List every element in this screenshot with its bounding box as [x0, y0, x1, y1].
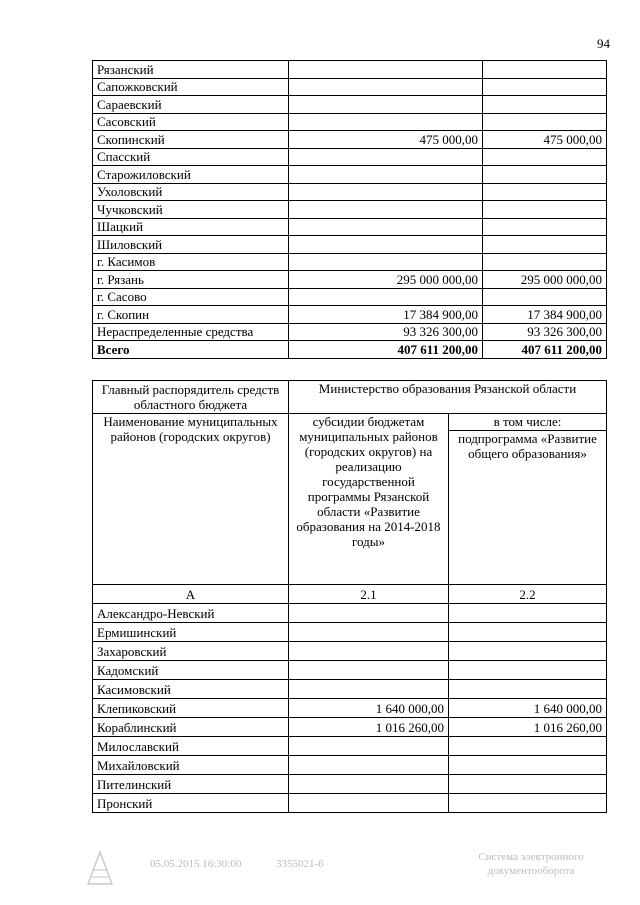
amount-cell: 407 611 200,00 [483, 341, 607, 359]
district-name: Нераспределенные средства [93, 323, 289, 341]
district-name: Пителинский [93, 775, 289, 794]
table-row [93, 218, 607, 236]
district-name: г. Рязань [93, 271, 289, 289]
table2-index-row [93, 585, 607, 604]
district-name: Ермишинский [93, 623, 289, 642]
table-row [93, 306, 607, 324]
subprogram-amount: 1 016 260,00 [449, 718, 607, 737]
amount-cell [289, 148, 483, 166]
table-row [93, 236, 607, 254]
main-distributor-value: Министерство образования Рязанской области [289, 381, 607, 414]
district-name: Сапожковский [93, 78, 289, 96]
amount-cell: 475 000,00 [483, 131, 607, 149]
amount-cell [289, 78, 483, 96]
stamp-icon [86, 850, 114, 886]
district-name: Михайловский [93, 756, 289, 775]
district-name: Милославский [93, 737, 289, 756]
education-subsidy-table [92, 380, 607, 813]
table-row [93, 166, 607, 184]
table-row [93, 699, 607, 718]
subsidy-amount: 1 016 260,00 [289, 718, 449, 737]
column-name-header: Наименование муниципальных районов (городских округов) [93, 414, 289, 585]
district-name: Старожиловский [93, 166, 289, 184]
column-subprogram-header-cell [449, 414, 607, 585]
subprogram-amount [449, 661, 607, 680]
amount-cell [289, 253, 483, 271]
district-name: Касимовский [93, 680, 289, 699]
district-name: Скопинский [93, 131, 289, 149]
subsidy-amount [289, 642, 449, 661]
index-a: А [93, 585, 289, 604]
table-row [93, 78, 607, 96]
column-subprogram-header: подпрограмма «Развитие общего образования» [458, 431, 597, 461]
budget-table-continued [92, 60, 607, 359]
district-name: г. Скопин [93, 306, 289, 324]
amount-cell [289, 166, 483, 184]
subsidy-amount [289, 661, 449, 680]
amount-cell [483, 113, 607, 131]
amount-cell: 17 384 900,00 [289, 306, 483, 324]
amount-cell [289, 96, 483, 114]
table2-header-row-main [93, 381, 607, 414]
table-row [93, 271, 607, 289]
table-row [93, 756, 607, 775]
subprogram-amount [449, 756, 607, 775]
district-name: Кораблинский [93, 718, 289, 737]
amount-cell [289, 61, 483, 79]
district-name: Чучковский [93, 201, 289, 219]
subprogram-amount [449, 680, 607, 699]
district-name: Ухоловский [93, 183, 289, 201]
table-row [93, 737, 607, 756]
amount-cell: 295 000 000,00 [483, 271, 607, 289]
amount-cell [289, 201, 483, 219]
amount-cell [289, 183, 483, 201]
amount-cell: 17 384 900,00 [483, 306, 607, 324]
table-row [93, 148, 607, 166]
table-row [93, 96, 607, 114]
subprogram-amount [449, 794, 607, 813]
subprogram-amount [449, 604, 607, 623]
amount-cell [483, 166, 607, 184]
amount-cell [289, 218, 483, 236]
amount-cell: 295 000 000,00 [289, 271, 483, 289]
district-name: г. Касимов [93, 253, 289, 271]
table-row [93, 680, 607, 699]
footer-note: Система электронного документооборота [478, 851, 584, 877]
subprogram-amount [449, 623, 607, 642]
amount-cell [483, 183, 607, 201]
amount-cell: 475 000,00 [289, 131, 483, 149]
subsidy-amount [289, 623, 449, 642]
table-row [93, 253, 607, 271]
district-name: Рязанский [93, 61, 289, 79]
table-row [93, 113, 607, 131]
column-subprogram-caption: в том числе: [449, 414, 606, 431]
subsidy-amount [289, 680, 449, 699]
table2-header-row-columns [93, 414, 607, 585]
table-row [93, 288, 607, 306]
amount-cell [483, 201, 607, 219]
amount-cell: 93 326 300,00 [483, 323, 607, 341]
table-row [93, 323, 607, 341]
amount-cell [483, 236, 607, 254]
table-row [93, 661, 607, 680]
district-name: Спасский [93, 148, 289, 166]
page-number: 94 [597, 36, 610, 51]
subprogram-amount [449, 737, 607, 756]
amount-cell: 93 326 300,00 [289, 323, 483, 341]
amount-cell [483, 78, 607, 96]
total-row [93, 341, 607, 359]
amount-cell [289, 236, 483, 254]
column-subsidy-header: субсидии бюджетам муниципальных районов (городских округов) на реализацию государственной программы Рязанской области «Развитие образования на 2014-2018 годы» [289, 414, 449, 585]
district-name: Сасовский [93, 113, 289, 131]
table-row [93, 775, 607, 794]
amount-cell [289, 288, 483, 306]
table-row [93, 201, 607, 219]
amount-cell [483, 61, 607, 79]
subprogram-amount [449, 775, 607, 794]
document-footer [86, 850, 616, 890]
amount-cell [483, 218, 607, 236]
table-row [93, 794, 607, 813]
district-name: Сараевский [93, 96, 289, 114]
district-name: Пронский [93, 794, 289, 813]
table-row [93, 623, 607, 642]
subprogram-amount [449, 642, 607, 661]
table-row [93, 131, 607, 149]
amount-cell [483, 96, 607, 114]
index-c: 2.2 [449, 585, 607, 604]
subsidy-amount [289, 775, 449, 794]
table-row [93, 61, 607, 79]
amount-cell [483, 288, 607, 306]
subsidy-amount [289, 737, 449, 756]
amount-cell [483, 253, 607, 271]
subsidy-amount [289, 604, 449, 623]
district-name: Захаровский [93, 642, 289, 661]
table-row [93, 183, 607, 201]
district-name: Шацкий [93, 218, 289, 236]
amount-cell [483, 148, 607, 166]
district-name: Шиловский [93, 236, 289, 254]
subprogram-amount: 1 640 000,00 [449, 699, 607, 718]
district-name: Клепиковский [93, 699, 289, 718]
index-b: 2.1 [289, 585, 449, 604]
main-distributor-label: Главный распорядитель средств областного бюджета [93, 381, 289, 414]
subsidy-amount [289, 794, 449, 813]
subsidy-amount: 1 640 000,00 [289, 699, 449, 718]
amount-cell [289, 113, 483, 131]
table-row [93, 718, 607, 737]
amount-cell: 407 611 200,00 [289, 341, 483, 359]
table-row [93, 604, 607, 623]
table-row [93, 642, 607, 661]
district-name: г. Сасово [93, 288, 289, 306]
footer-code: 3355021-6 [276, 858, 324, 870]
subsidy-amount [289, 756, 449, 775]
footer-date: 05.05.2015 16:30:00 [150, 858, 242, 870]
district-name: Кадомский [93, 661, 289, 680]
district-name: Александро-Невский [93, 604, 289, 623]
district-name: Всего [93, 341, 289, 359]
